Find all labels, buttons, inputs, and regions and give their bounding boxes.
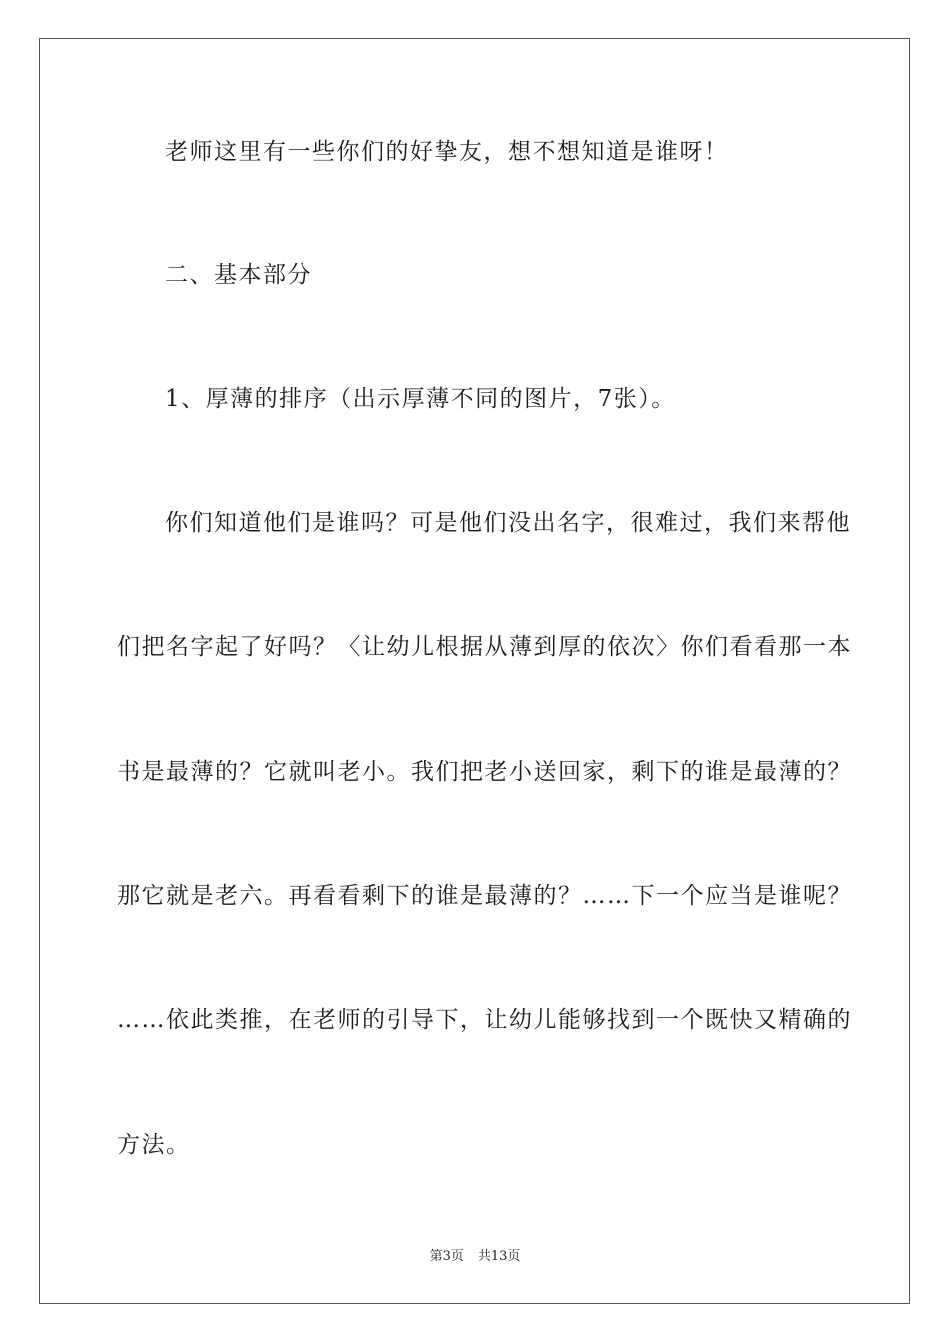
page-border xyxy=(39,38,910,1304)
body-line: 们把名字起了好吗？〈让幼儿根据从薄到厚的依次〉你们看看那一本 xyxy=(117,634,852,660)
body-line: ……依此类推，在老师的引导下，让幼儿能够找到一个既快又精确的 xyxy=(117,1007,852,1033)
paragraph-intro: 老师这里有一些你们的好挚友，想不想知道是谁呀！ xyxy=(165,139,729,165)
page-footer xyxy=(0,1248,950,1266)
body-line: 方法。 xyxy=(117,1132,191,1158)
subsection-heading: 1、厚薄的排序（出示厚薄不同的图片，7张）。 xyxy=(165,386,676,412)
body-line: 书是最薄的？它就叫老小。我们把老小送回家，剩下的谁是最薄的？ xyxy=(117,759,852,785)
page-number: 第3页 xyxy=(429,1249,464,1264)
page-total: 共13页 xyxy=(477,1249,521,1264)
body-line: 你们知道他们是谁吗？可是他们没出名字，很难过，我们来帮他 xyxy=(165,510,851,536)
section-heading: 二、基本部分 xyxy=(165,262,312,288)
body-line: 那它就是老六。再看看剩下的谁是最薄的？……下一个应当是谁呢？ xyxy=(117,883,852,909)
